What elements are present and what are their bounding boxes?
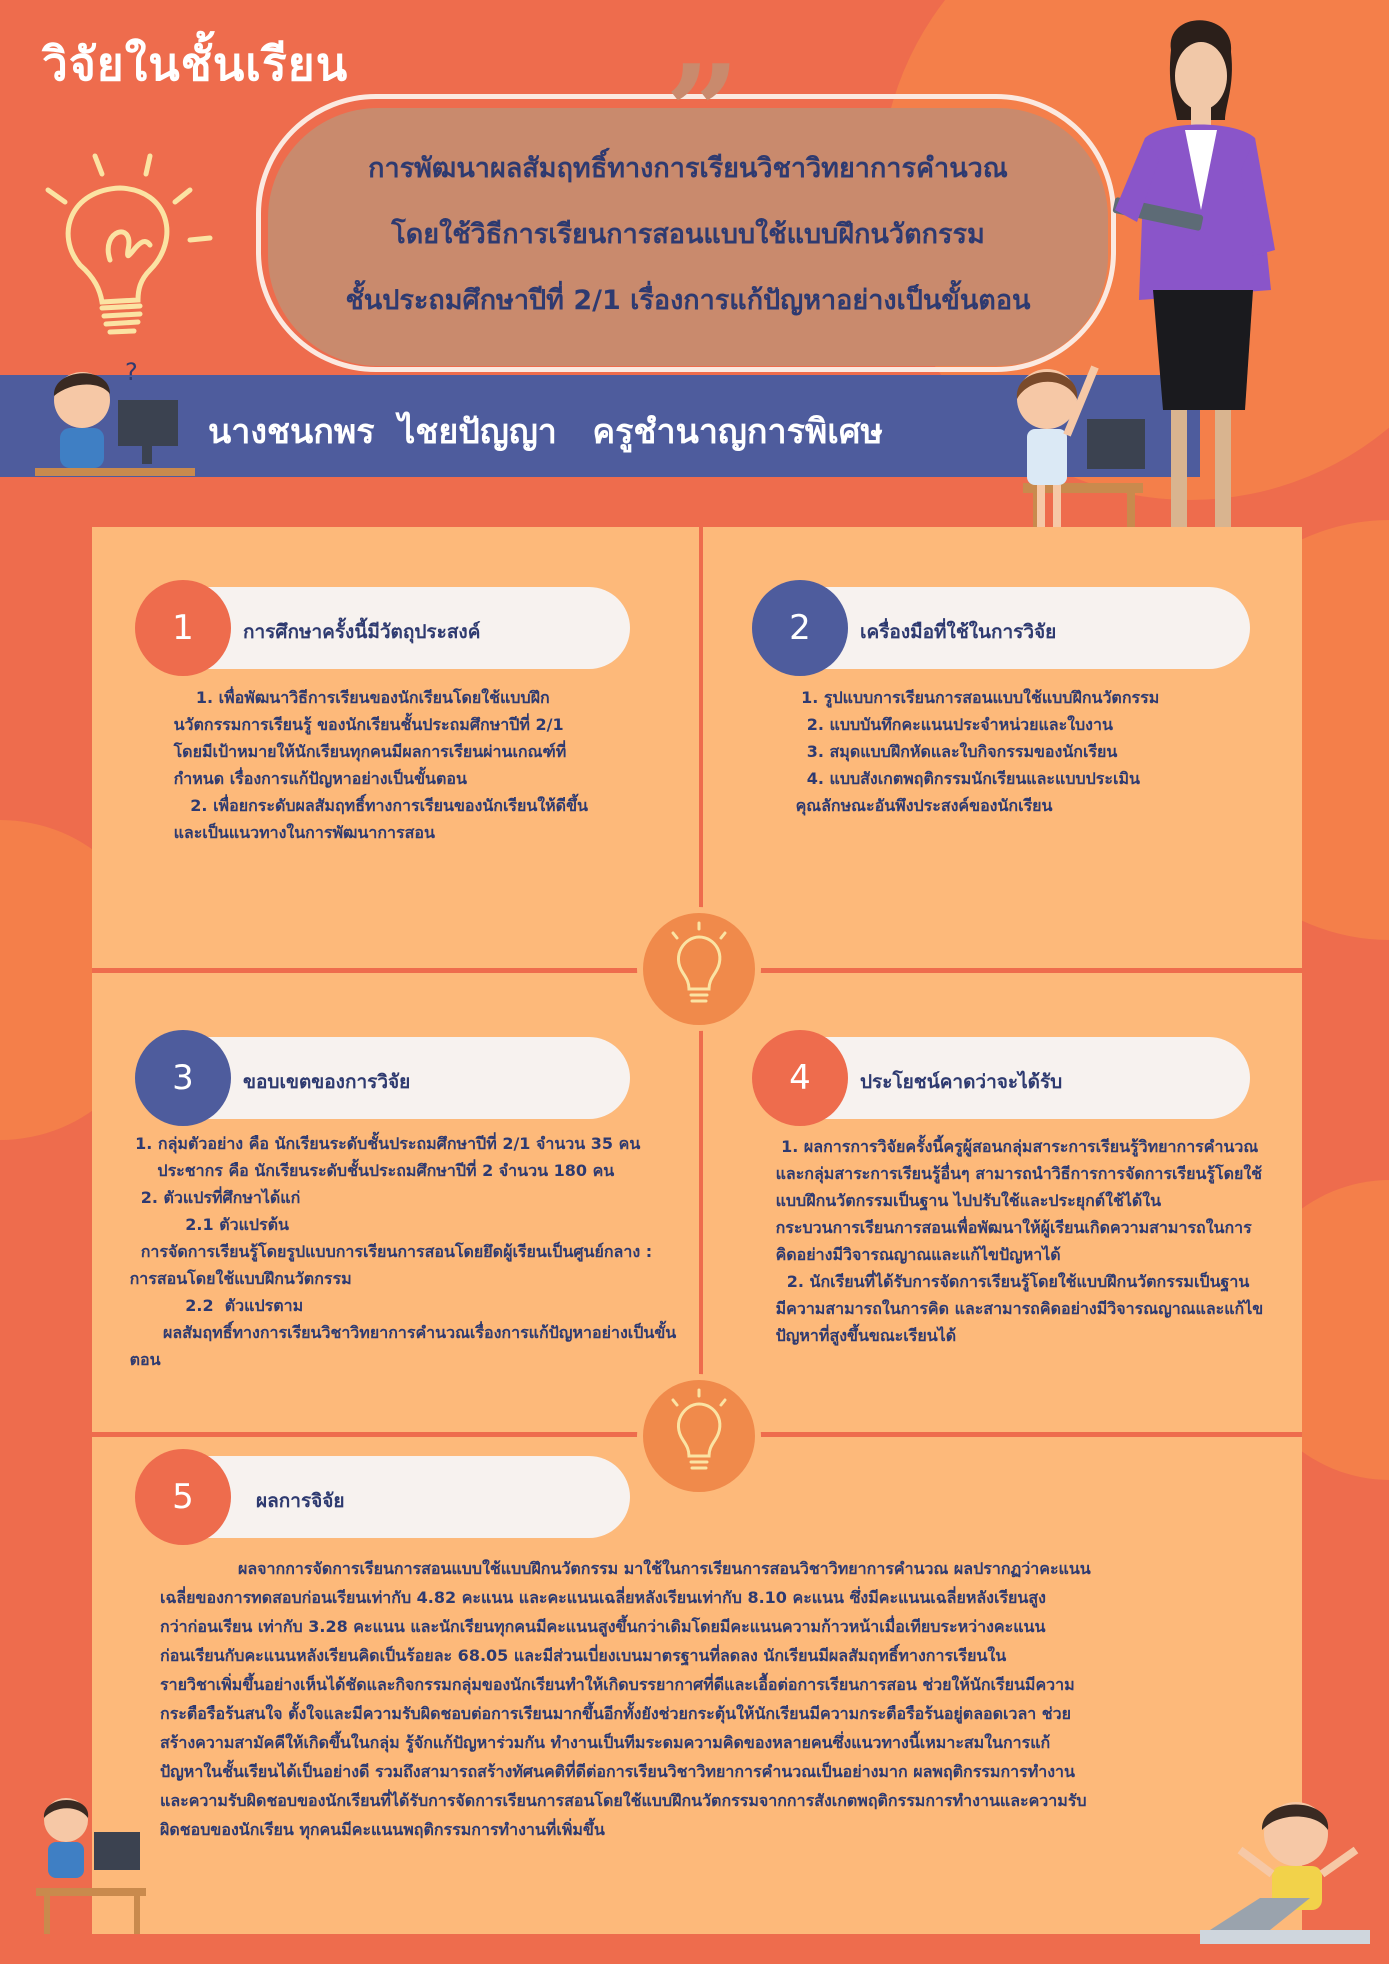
lightbulb-icon [643,1380,755,1492]
section-4-title: ประโยชน์คาดว่าจะได้รับ [860,1071,1063,1093]
lightbulb-icon [40,150,230,350]
kid-computer-illustration [30,1790,150,1940]
section-3-body: 1. กลุ่มตัวอย่าง คือ นักเรียนระดับชั้นประถมศึกษาปีที่ 2/1 จำนวน 35 คน ประชากร คือ นักเรียนระดับชั้นประถมศึกษาปีที่ 2 จำนวน 180 คน 2. ตัวแปรที่ศึกษาได้แก่ 2.1 ตัวแปรต้น การจัดการเรียนรู้โดยรูปแบบการเรียนการสอนโดยยึดผู้เรียนเป็นศูนย์กลาง : การสอนโดยใช้แบบฝึกนวัตกรรม 2.2 ตัวแปรตาม ผลสัมฤทธิ์ทางการเรียนวิชาวิทยาการคำนวณเรื่องการแก้ปัญหาอย่างเป็นขั้น ตอน [129,1134,677,1369]
section-2-body: 1. รูปแบบการเรียนการสอนแบบใช้แบบฝึกนวัตกรรม 2. แบบบันทึกคะแนนประจำหน่วยและใบงาน 3. สมุดแบบฝึกหัดและใบกิจกรรมของนักเรียน 4. แบบสังเกตพฤติกรรมนักเรียนและแบบประเมิน คุณลักษณะอันพึงประสงค์ของนักเรียน [795,688,1160,815]
kid-computer-illustration [30,350,200,480]
section-1-number: 1 [135,580,231,676]
section-4-number: 4 [752,1030,848,1126]
header-badge-title: วิจัยในชั้นเรียน [42,37,349,91]
section-4-body: 1. ผลการการวิจัยครั้งนี้ครูผู้สอนกลุ่มสาระการเรียนรู้วิทยาการคำนวณ และกลุ่มสาระการเรียนรู้อื่นๆ สามารถนำวิธีการการจัดการเรียนรู้โดยใช้ แบบฝึกนวัตกรรมเป็นฐาน ไปปรับใช้และประยุกต์ใช้ได้ใน กระบวนการเรียนการสอนเพื่อพัฒนาให้ผู้เรียนเกิดความสามารถในการ คิดอย่างมีวิจารณญาณและแก้ไขปัญหาได้ 2. นักเรียนที่ได้รับการจัดการเรียนรู้โดยใช้แบบฝึกนวัตกรรมเป็นฐาน มีความสามารถในการคิด และสามารถคิดอย่างมีวิจารณญาณและแก้ไข ปัญหาที่สูงขึ้นขณะเรียนได้ [775,1137,1264,1345]
author-name: นางชนกพร ไชยปัญญา ครูชำนาญการพิเศษ [208,412,883,452]
title-line-3: ชั้นประถมศึกษาปีที่ 2/1 เรื่องการแก้ปัญหาอย่างเป็นขั้นตอน [345,285,1031,316]
section-1-title: การศึกษาครั้งนี้มีวัตถุประสงค์ [243,621,481,643]
title-line-1: การพัฒนาผลสัมฤทธิ์ทางการเรียนวิชาวิทยาการคำนวณ [368,153,1008,184]
section-3-number: 3 [135,1030,231,1126]
section-2-title: เครื่องมือที่ใช้ในการวิจัย [860,621,1057,643]
title-line-2: โดยใช้วิธีการเรียนการสอนแบบใช้แบบฝึกนวัตกรรม [391,219,985,250]
section-1-body: 1. เพื่อพัฒนาวิธีการเรียนของนักเรียนโดยใช้แบบฝึก นวัตกรรมการเรียนรู้ ของนักเรียนชั้นประถมศึกษาปีที่ 2/1 โดยมีเป้าหมายให้นักเรียนทุกคนมีผลการเรียนผ่านเกณฑ์ที่ กำหนด เรื่องการแก้ปัญหาอย่างเป็นขั้นตอน 2. เพื่อยกระดับผลสัมฤทธิ์ทางการเรียนของนักเรียนให้ดีขึ้น และเป็นแนวทางในการพัฒนาการสอน [173,688,588,842]
section-5-title: ผลการจิจัย [256,1490,345,1512]
quote-icon: ” [665,36,740,189]
section-5-number: 5 [135,1449,231,1545]
section-5-body: ผลจากการจัดการเรียนการสอนแบบใช้แบบฝึกนวัตกรรม มาใช้ในการเรียนการสอนวิชาวิทยาการคำนวณ ผลปรากฏว่าคะแนน เฉลี่ยของการทดสอบก่อนเรียนเท่ากับ 4.82 คะแนน และคะแนนเฉลี่ยหลังเรียนเท่ากับ 8.10 คะแนน ซึ่งมีคะแนนเฉลี่ยหลังเรียนสูง กว่าก่อนเรียน เท่ากับ 3.28 คะแนน และนักเรียนทุกคนมีคะแนนสูงขึ้นกว่าเดิมโดยมีคะแนนความก้าวหน้าเมื่อเทียบระหว่างคะแนน ก่อนเรียนกับคะแนนหลังเรียนคิดเป็นร้อยละ 68.05 และมีส่วนเบี่ยงเบนมาตรฐานที่ลดลง นักเรียนมีผลสัมฤทธิ์ทางการเรียนใน รายวิชาเพิ่มขึ้นอย่างเห็นได้ชัดและกิจกรรมกลุ่มของนักเรียนทำให้เกิดบรรยากาศที่ดีและเอื้อต่อการเรียนการสอน ช่วยให้นักเรียนมีความ กระตือรือร้นสนใจ ตั้งใจและมีความรับผิดชอบต่อการเรียนมากขึ้นอีกทั้งยังช่วยกระตุ้นให้นักเรียนมีความกระตือรือร้นอยู่ตลอดเวลา ช่วย สร้างความสามัคคีให้เกิดขึ้นในกลุ่ม รู้จักแก้ปัญหาร่วมกัน ทำงานเป็นทีมระดมความคิดของหลายคนซึ่งแนวทางนี้เหมาะสมในการแก้ ปัญหาในชั้นเรียนได้เป็นอย่างดี รวมถึงสามารถสร้างทัศนคติที่ดีต่อการเรียนวิชาวิทยาการคำนวณเป็นอย่างมาก ผลพฤติกรรมการทำงาน และความรับผิดชอบของนักเรียนที่ได้รับการจัดการเรียนการสอนโดยใช้แบบฝึกนวัตกรรมจากการสังเกตพฤติกรรมการทำงานและความรับ ผิดชอบของนักเรียน ทุกคนมีคะแนนพฤติกรรมการทำงานที่เพิ่มขึ้น [160,1559,1091,1839]
svg-text:?: ? [125,358,138,386]
teacher-photo [1085,10,1305,580]
lightbulb-icon [637,1374,761,1498]
section-2-number: 2 [752,580,848,676]
kid-computer-illustration [1200,1790,1370,1950]
lightbulb-icon [637,907,761,1031]
section-3-title: ขอบเขตของการวิจัย [243,1071,411,1093]
lightbulb-icon [643,913,755,1025]
